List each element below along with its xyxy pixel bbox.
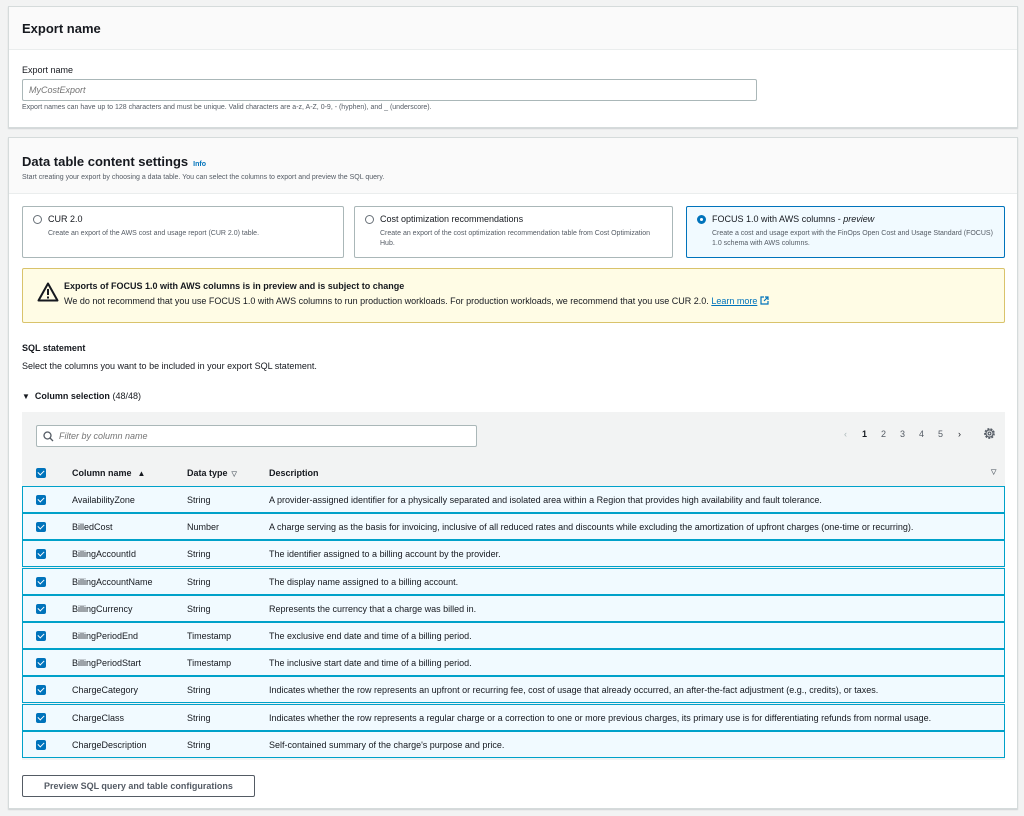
sort-icon: ▽ bbox=[231, 471, 237, 478]
cell-data-type: String bbox=[187, 685, 211, 696]
table-row[interactable] bbox=[22, 595, 1005, 622]
alert-body bbox=[64, 296, 1004, 306]
radio-button[interactable] bbox=[33, 215, 42, 224]
option-title-text: FOCUS 1.0 with AWS columns bbox=[712, 214, 836, 224]
option-title: Cost optimization recommendations bbox=[380, 214, 524, 224]
sort-ascending-icon: ▲ bbox=[137, 469, 146, 478]
cell-data-type: Timestamp bbox=[187, 658, 232, 669]
cell-description: Indicates whether the row represents a regular charge or a correction to one or more previous charges, its primary use is for differentiating refunds from normal usage. bbox=[269, 712, 932, 723]
option-description: Create a cost and usage export with the FinOps Open Cost and Usage Standard (FOCUS) 1.0 schema with AWS columns. bbox=[712, 230, 993, 247]
chevron-right-icon[interactable]: › bbox=[958, 429, 961, 439]
header-data-type-label: Data type bbox=[187, 468, 228, 478]
row-checkbox[interactable] bbox=[36, 631, 46, 641]
option-preview-tag: preview bbox=[843, 214, 875, 224]
page-3[interactable]: 3 bbox=[899, 429, 905, 439]
table-row[interactable] bbox=[22, 540, 1005, 567]
cell-column-name: BillingPeriodStart bbox=[72, 658, 142, 669]
header-column-name[interactable] bbox=[72, 468, 145, 478]
table-row[interactable] bbox=[22, 676, 1005, 703]
table-row[interactable] bbox=[22, 649, 1005, 676]
warning-icon bbox=[37, 282, 59, 302]
option-focus-1-0[interactable] bbox=[686, 206, 1005, 258]
option-cost-optimization[interactable] bbox=[354, 206, 673, 258]
chevron-left-icon[interactable]: ‹ bbox=[844, 429, 847, 439]
table-row[interactable] bbox=[22, 486, 1005, 513]
row-checkbox[interactable] bbox=[36, 604, 46, 614]
export-name-label: Export name bbox=[22, 65, 74, 75]
cell-description: Indicates whether the row represents an upfront or recurring fee, cost of usage that already occurred, an after-the-fact adjustment (e.g., credits), or taxes. bbox=[269, 685, 879, 696]
cell-data-type: String bbox=[187, 712, 211, 723]
radio-button[interactable] bbox=[365, 215, 374, 224]
row-checkbox[interactable] bbox=[36, 522, 46, 532]
gear-icon[interactable] bbox=[983, 427, 996, 440]
filter-input[interactable] bbox=[59, 429, 459, 443]
cell-description: The inclusive start date and time of a billing period. bbox=[269, 658, 472, 669]
data-table-header bbox=[9, 138, 1017, 194]
table-row[interactable] bbox=[22, 704, 1005, 731]
column-table-container bbox=[22, 412, 1005, 760]
header-data-type[interactable] bbox=[187, 468, 237, 478]
search-icon bbox=[43, 431, 54, 442]
sql-statement-description: Select the columns you want to be included in your export SQL statement. bbox=[22, 361, 317, 371]
alert-body-text: We do not recommend that you use FOCUS 1.0 with AWS columns to run production workloads. For production workloads, we recommend that you use CUR 2.0. bbox=[64, 296, 709, 306]
row-checkbox[interactable] bbox=[36, 685, 46, 695]
alert-title: Exports of FOCUS 1.0 with AWS columns is in preview and is subject to change bbox=[64, 281, 405, 291]
header-column-name-label: Column name bbox=[72, 468, 132, 478]
page-5[interactable]: 5 bbox=[937, 429, 943, 439]
page-1[interactable]: 1 bbox=[861, 429, 867, 439]
option-title: CUR 2.0 bbox=[48, 214, 83, 224]
row-checkbox[interactable] bbox=[36, 549, 46, 559]
cell-data-type: String bbox=[187, 739, 211, 750]
cell-column-name: ChargeClass bbox=[72, 712, 125, 723]
cell-description: The exclusive end date and time of a billing period. bbox=[269, 631, 472, 641]
filter-field[interactable] bbox=[36, 425, 477, 447]
info-link[interactable]: Info bbox=[193, 161, 206, 168]
row-checkbox[interactable] bbox=[36, 713, 46, 723]
export-name-hint: Export names can have up to 128 characters and must be unique. Valid characters are a-z, A-Z, 0-9, - (hyphen), and _ (underscore). bbox=[22, 104, 432, 111]
page-4[interactable]: 4 bbox=[918, 429, 924, 439]
cell-data-type: String bbox=[187, 495, 211, 505]
row-checkbox[interactable] bbox=[36, 740, 46, 750]
export-name-header bbox=[9, 7, 1017, 50]
cell-data-type: String bbox=[187, 603, 211, 614]
table-row[interactable] bbox=[22, 731, 1005, 758]
cell-column-name: BillingPeriodEnd bbox=[72, 631, 139, 641]
pagination bbox=[836, 429, 969, 439]
row-checkbox[interactable] bbox=[36, 658, 46, 668]
sql-statement-title: SQL statement bbox=[22, 343, 86, 353]
cell-column-name: ChargeCategory bbox=[72, 685, 139, 696]
cell-column-name: BillingAccountName bbox=[72, 576, 153, 587]
select-all-checkbox[interactable] bbox=[36, 468, 46, 478]
cell-description: Represents the currency that a charge was billed in. bbox=[269, 603, 477, 614]
external-link-icon bbox=[760, 296, 769, 305]
export-name-panel bbox=[8, 6, 1018, 128]
cell-data-type: Timestamp bbox=[187, 631, 232, 641]
cell-column-name: ChargeDescription bbox=[72, 739, 147, 750]
cell-data-type: Number bbox=[187, 522, 220, 533]
preview-warning-alert bbox=[22, 268, 1005, 323]
page-2[interactable]: 2 bbox=[880, 429, 886, 439]
cell-description: The display name assigned to a billing account. bbox=[269, 576, 459, 587]
cell-description: A provider-assigned identifier for a physically separated and isolated area within a Region that provides high availability and fault tolerance. bbox=[269, 495, 822, 505]
table-header bbox=[22, 459, 1005, 486]
sort-icon[interactable]: ▽ bbox=[991, 469, 997, 476]
column-selection-count: (48/48) bbox=[112, 391, 141, 401]
preview-sql-button[interactable]: Preview SQL query and table configurations bbox=[22, 775, 255, 797]
cell-column-name: BilledCost bbox=[72, 522, 113, 533]
option-description: Create an export of the cost optimization recommendation table from Cost Optimization Hub. bbox=[380, 230, 651, 247]
row-checkbox[interactable] bbox=[36, 495, 46, 505]
export-name-title: Export name bbox=[22, 21, 101, 36]
cell-description: Self-contained summary of the charge's purpose and price. bbox=[269, 739, 505, 750]
column-selection-label: Column selection bbox=[34, 391, 110, 401]
column-selection-toggle[interactable] bbox=[22, 391, 141, 401]
data-table-panel bbox=[8, 137, 1018, 809]
cell-data-type: String bbox=[187, 549, 211, 560]
header-description-label: Description bbox=[269, 468, 319, 478]
cell-column-name: AvailabilityZone bbox=[72, 495, 135, 505]
option-cur-2-0[interactable] bbox=[22, 206, 344, 258]
cell-column-name: BillingAccountId bbox=[72, 549, 137, 560]
option-title: FOCUS 1.0 with AWS columns - preview bbox=[712, 214, 875, 224]
option-description: Create an export of the AWS cost and usage report (CUR 2.0) table. bbox=[48, 230, 260, 237]
cell-description: The identifier assigned to a billing account by the provider. bbox=[269, 549, 501, 560]
cell-column-name: BillingCurrency bbox=[72, 603, 133, 614]
caret-down-icon: ▼ bbox=[22, 392, 30, 401]
table-row[interactable] bbox=[22, 622, 1005, 649]
data-table-description: Start creating your export by choosing a data table. You can select the columns to export and preview the SQL query. bbox=[22, 174, 385, 181]
table-row[interactable] bbox=[22, 513, 1005, 540]
export-name-input[interactable] bbox=[22, 79, 757, 101]
learn-more-link[interactable]: Learn more bbox=[711, 296, 758, 306]
data-table-title: Data table content settings bbox=[22, 154, 189, 169]
header-description[interactable] bbox=[269, 468, 319, 478]
cell-description: A charge serving as the basis for invoicing, inclusive of all reduced rates and discounts while excluding the amortization of upfront charges (one-time or recurring). bbox=[269, 522, 914, 533]
radio-button-selected[interactable] bbox=[697, 215, 706, 224]
table-row[interactable] bbox=[22, 568, 1005, 595]
cell-data-type: String bbox=[187, 576, 211, 587]
row-checkbox[interactable] bbox=[36, 577, 46, 587]
